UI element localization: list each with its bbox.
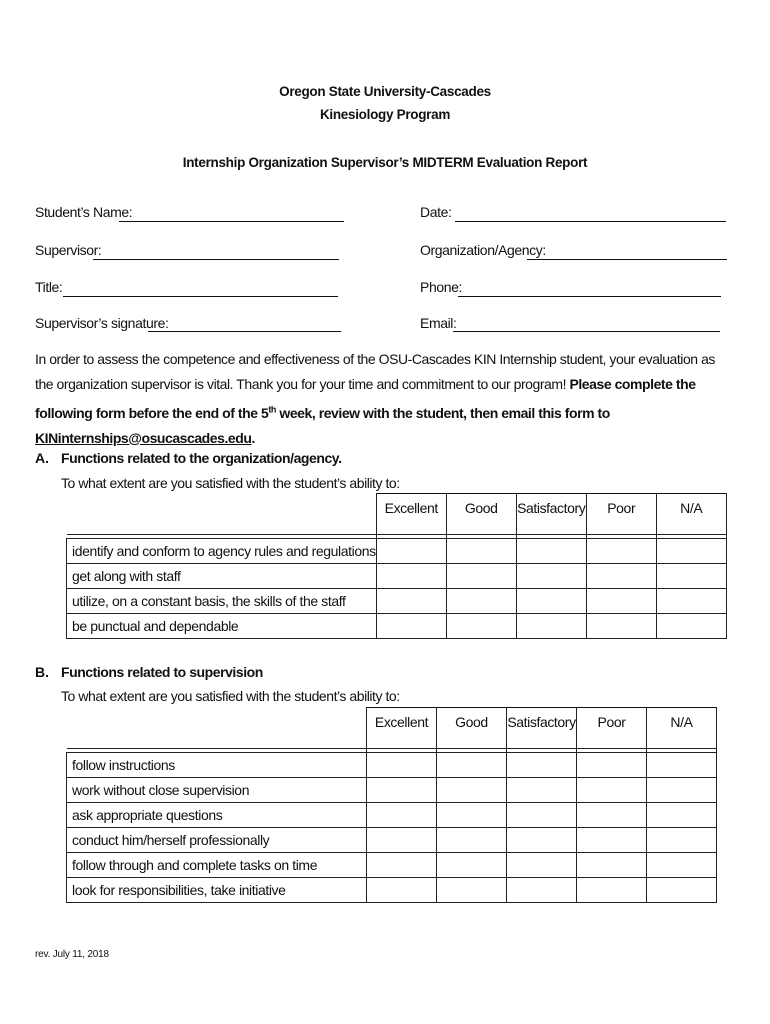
rating-cell-good[interactable] [437,803,507,828]
instructions-text: In order to assess the competence and effectiveness of the OSU-Cascades KIN Internship student, your evaluation as the organization supervisor is vital. Thank you for your time and commitment to our program! [35,351,715,392]
rating-cell-satisfactory[interactable] [507,828,577,853]
table-row [67,753,717,778]
criterion-label: look for responsibilities, take initiative [67,878,367,903]
report-title: Internship Organization Supervisor’s MIDTERM Evaluation Report [182,155,588,170]
rating-cell-satisfactory[interactable] [507,878,577,903]
rating-cell-excellent[interactable] [376,539,446,564]
rating-cell-na[interactable] [647,828,717,853]
col-satisfactory: Satisfactory [507,708,577,749]
program-heading: Kinesiology Program [319,107,451,122]
rating-cell-good[interactable] [446,539,516,564]
header-blank-cell [67,494,377,535]
criterion-label: work without close supervision [67,778,367,803]
rating-cell-poor[interactable] [577,828,647,853]
col-poor: Poor [586,494,656,535]
rating-cell-excellent[interactable] [367,878,437,903]
rating-cell-good[interactable] [446,614,516,639]
table-row [67,828,717,853]
col-excellent: Excellent [367,708,437,749]
rating-cell-satisfactory[interactable] [516,589,586,614]
email-field[interactable] [453,331,720,332]
col-poor: Poor [577,708,647,749]
table-row [67,803,717,828]
rating-cell-good[interactable] [437,778,507,803]
criterion-label: identify and conform to agency rules and regulations [67,539,377,564]
rating-cell-good[interactable] [437,878,507,903]
rating-cell-na[interactable] [656,564,726,589]
signature-label: Supervisor’s signature: [35,315,169,331]
section-a-rating-table [66,493,727,639]
table-row [67,564,727,589]
student-name-label: Student’s Name: [35,204,133,220]
section-a-title: Functions related to the organization/agency. [61,450,342,466]
rating-header-row [67,708,717,749]
rating-cell-poor[interactable] [586,589,656,614]
section-b-title: Functions related to supervision [61,664,263,680]
rating-cell-na[interactable] [647,778,717,803]
section-a-letter: A. [35,450,49,466]
criterion-label: conduct him/herself professionally [67,828,367,853]
criterion-label: be punctual and dependable [67,614,377,639]
rating-cell-good[interactable] [437,853,507,878]
rating-cell-na[interactable] [656,539,726,564]
supervisor-field[interactable] [93,259,339,260]
phone-field[interactable] [458,296,721,297]
organization-field[interactable] [527,259,727,260]
rating-cell-good[interactable] [446,589,516,614]
col-satisfactory: Satisfactory [516,494,586,535]
rating-cell-poor[interactable] [586,614,656,639]
rating-cell-satisfactory[interactable] [507,853,577,878]
header-blank-cell [67,708,367,749]
section-a-subtitle: To what extent are you satisfied with the student’s ability to: [61,475,400,491]
rating-cell-na[interactable] [647,753,717,778]
rating-cell-poor[interactable] [577,803,647,828]
table-row [67,878,717,903]
rating-cell-poor[interactable] [586,564,656,589]
internship-email-link[interactable]: KINinternships@osucascades.edu [35,429,252,446]
rating-cell-satisfactory[interactable] [507,778,577,803]
rating-cell-satisfactory[interactable] [516,564,586,589]
rating-cell-excellent[interactable] [367,753,437,778]
signature-field[interactable] [148,331,341,332]
table-row [67,614,727,639]
criterion-label: follow instructions [67,753,367,778]
col-excellent: Excellent [376,494,446,535]
phone-label: Phone: [420,279,462,295]
rating-cell-na[interactable] [647,803,717,828]
institution-heading: Oregon State University-Cascades [279,84,491,99]
instructions-end: . [251,429,255,446]
rating-cell-good[interactable] [446,564,516,589]
rating-cell-satisfactory[interactable] [507,803,577,828]
rating-cell-na[interactable] [647,853,717,878]
rating-cell-na[interactable] [656,589,726,614]
rating-cell-excellent[interactable] [367,828,437,853]
col-good: Good [446,494,516,535]
table-row [67,778,717,803]
rating-cell-excellent[interactable] [376,614,446,639]
rating-cell-excellent[interactable] [376,589,446,614]
ordinal-superscript: th [268,404,276,414]
title-label: Title: [35,279,63,295]
rating-cell-poor[interactable] [577,853,647,878]
email-label: Email: [420,315,457,331]
section-b-letter: B. [35,664,49,680]
rating-cell-satisfactory[interactable] [516,614,586,639]
rating-cell-excellent[interactable] [376,564,446,589]
rating-cell-satisfactory[interactable] [516,539,586,564]
rating-cell-na[interactable] [656,614,726,639]
rating-cell-good[interactable] [437,828,507,853]
rating-cell-excellent[interactable] [367,803,437,828]
instructions-bold-part2: week, review with the student, then email this form to [275,404,610,421]
col-na: N/A [656,494,726,535]
rating-cell-excellent[interactable] [367,853,437,878]
section-b-subtitle: To what extent are you satisfied with the student’s ability to: [61,688,400,704]
section-b-rating-table [66,707,717,903]
table-row [67,589,727,614]
criterion-label: follow through and complete tasks on time [67,853,367,878]
rating-cell-good[interactable] [437,753,507,778]
date-field[interactable] [455,221,726,222]
rating-cell-poor[interactable] [577,778,647,803]
col-na: N/A [647,708,717,749]
rating-cell-poor[interactable] [577,753,647,778]
rating-cell-poor[interactable] [586,539,656,564]
title-field[interactable] [63,296,338,297]
instructions-bold-part1: Please complete the following form before the end of the 5 [35,376,696,421]
supervisor-label: Supervisor: [35,242,102,258]
criterion-label: ask appropriate questions [67,803,367,828]
col-good: Good [437,708,507,749]
table-row [67,853,717,878]
date-label: Date: [420,204,452,220]
rating-cell-na[interactable] [647,878,717,903]
rating-cell-satisfactory[interactable] [507,753,577,778]
organization-label: Organization/Agency: [420,242,546,258]
criterion-label: utilize, on a constant basis, the skills of the staff [67,589,377,614]
table-row [67,539,727,564]
student-name-field[interactable] [119,221,344,222]
instructions-paragraph [35,347,735,451]
revision-date: rev. July 11, 2018 [35,949,109,960]
rating-header-row [67,494,727,535]
criterion-label: get along with staff [67,564,377,589]
rating-cell-poor[interactable] [577,878,647,903]
rating-cell-excellent[interactable] [367,778,437,803]
